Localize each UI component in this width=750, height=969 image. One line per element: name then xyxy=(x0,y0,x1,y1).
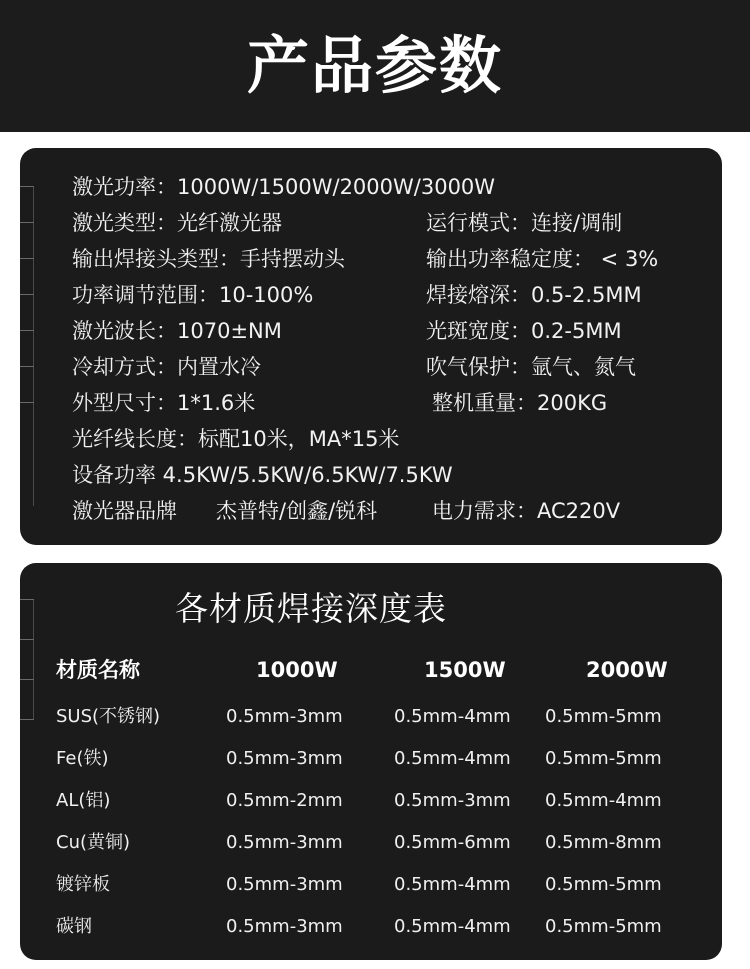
table-cell-value: 0.5mm-5mm xyxy=(545,916,662,937)
table-cell-value: 0.5mm-4mm xyxy=(394,874,511,895)
specs-panel xyxy=(20,148,722,545)
table-cell-material: 镀锌板 xyxy=(56,874,110,895)
header-banner xyxy=(0,0,750,132)
spec-laser-type: 激光类型：光纤激光器 xyxy=(72,211,282,235)
table-header-1000w: 1000W xyxy=(256,658,338,682)
spec-power: 激光功率：1000W/1500W/2000W/3000W xyxy=(72,175,496,199)
table-cell-value: 0.5mm-3mm xyxy=(226,916,343,937)
panel-decoration xyxy=(20,679,34,680)
spec-row xyxy=(72,244,712,274)
table-cell-value: 0.5mm-4mm xyxy=(394,916,511,937)
page-title: 产品参数 xyxy=(246,29,503,102)
table-cell-value: 0.5mm-3mm xyxy=(226,832,343,853)
spec-equipment-power: 设备功率 4.5KW/5.5KW/6.5KW/7.5KW xyxy=(72,463,453,487)
table-cell-value: 0.5mm-5mm xyxy=(545,748,662,769)
panel-decoration xyxy=(20,330,34,331)
spec-wavelength: 激光波长：1070±NM xyxy=(72,319,282,343)
spec-power-req: 电力需求：AC220V xyxy=(432,499,621,523)
table-cell-value: 0.5mm-3mm xyxy=(226,748,343,769)
spec-stability: 输出功率稳定度： < 3% xyxy=(426,247,659,271)
panel-decoration xyxy=(33,186,34,506)
panel-decoration xyxy=(20,719,34,720)
spec-head-type: 输出焊接头类型：手持摆动头 xyxy=(72,247,345,271)
spec-gas: 吹气保护：氩气、氮气 xyxy=(426,355,636,379)
table-cell-value: 0.5mm-5mm xyxy=(545,874,662,895)
depth-table-title: 各材质焊接深度表 xyxy=(175,589,447,628)
panel-decoration xyxy=(20,639,34,640)
table-header-2000w: 2000W xyxy=(586,658,668,682)
spec-adjust-range: 功率调节范围：10-100% xyxy=(72,283,314,307)
table-cell-value: 0.5mm-6mm xyxy=(394,832,511,853)
table-cell-material: Fe(铁) xyxy=(56,748,109,769)
table-cell-material: AL(铝) xyxy=(56,790,111,811)
panel-decoration xyxy=(20,294,34,295)
table-cell-value: 0.5mm-3mm xyxy=(226,874,343,895)
table-cell-material: 碳钢 xyxy=(56,916,92,937)
spec-cooling: 冷却方式：内置水冷 xyxy=(72,355,261,379)
spec-row xyxy=(72,172,712,202)
table-cell-value: 0.5mm-4mm xyxy=(545,790,662,811)
table-cell-value: 0.5mm-4mm xyxy=(394,748,511,769)
spec-fiber-length: 光纤线长度：标配10米，MA*15米 xyxy=(72,427,400,451)
spec-row xyxy=(72,496,712,526)
panel-decoration xyxy=(20,599,34,600)
table-header-material: 材质名称 xyxy=(56,658,140,682)
table-cell-value: 0.5mm-4mm xyxy=(394,706,511,727)
table-cell-value: 0.5mm-8mm xyxy=(545,832,662,853)
panel-decoration xyxy=(20,186,34,187)
spec-row xyxy=(72,352,712,382)
table-cell-value: 0.5mm-3mm xyxy=(226,706,343,727)
table-cell-value: 0.5mm-5mm xyxy=(545,706,662,727)
spec-brand-label: 激光器品牌 xyxy=(72,499,177,523)
spec-size: 外型尺寸：1*1.6米 xyxy=(72,391,256,415)
spec-brand-value: 杰普特/创鑫/锐科 xyxy=(216,499,378,523)
spec-row xyxy=(72,460,712,490)
table-cell-material: Cu(黄铜) xyxy=(56,832,131,853)
table-cell-value: 0.5mm-2mm xyxy=(226,790,343,811)
panel-decoration xyxy=(33,599,34,719)
panel-decoration xyxy=(20,258,34,259)
spec-row xyxy=(72,208,712,238)
spec-weight: 整机重量：200KG xyxy=(432,391,608,415)
depth-table-panel xyxy=(20,563,722,960)
spec-row xyxy=(72,424,712,454)
spec-row xyxy=(72,316,712,346)
panel-decoration xyxy=(20,366,34,367)
table-cell-value: 0.5mm-3mm xyxy=(394,790,511,811)
table-header-1500w: 1500W xyxy=(424,658,506,682)
spec-spot-width: 光斑宽度：0.2-5MM xyxy=(426,319,622,343)
spec-run-mode: 运行模式：连接/调制 xyxy=(426,211,623,235)
panel-decoration xyxy=(20,402,34,403)
spec-depth: 焊接熔深：0.5-2.5MM xyxy=(426,283,642,307)
spec-row xyxy=(72,388,712,418)
panel-decoration xyxy=(20,222,34,223)
table-cell-material: SUS(不锈钢) xyxy=(56,706,161,727)
spec-row xyxy=(72,280,712,310)
